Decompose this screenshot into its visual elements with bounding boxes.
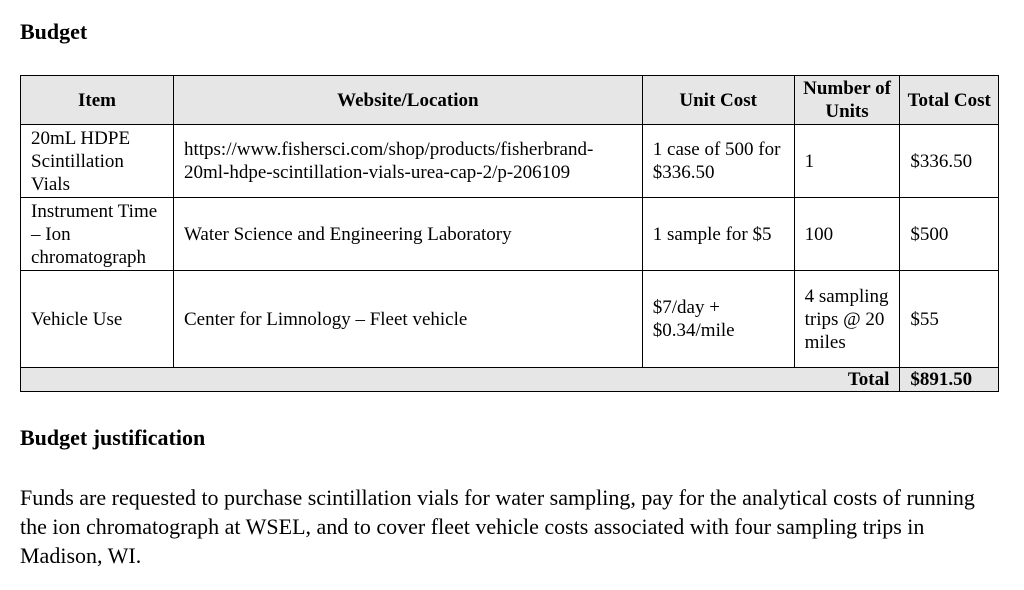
cell-item: 20mL HDPE Scintillation Vials [21, 125, 174, 198]
table-row [21, 271, 999, 368]
cell-unit-cost: 1 case of 500 for $336.50 [642, 125, 794, 198]
cell-number-of-units: 100 [794, 198, 900, 271]
cell-item: Instrument Time – Ion chromatograph [21, 198, 174, 271]
cell-total-cost: $55 [900, 271, 999, 368]
total-label: Total [21, 368, 900, 392]
table-row [21, 198, 999, 271]
cell-total-cost: $336.50 [900, 125, 999, 198]
header-number-of-units: Number of Units [794, 76, 900, 125]
cell-website: https://www.fishersci.com/shop/products/fisherbrand-20ml-hdpe-scintillation-vials-urea-cap-2/p-206109 [173, 125, 642, 198]
budget-heading: Budget [20, 19, 88, 44]
cell-number-of-units: 4 sampling trips @ 20 miles [794, 271, 900, 368]
cell-number-of-units: 1 [794, 125, 900, 198]
justification-paragraph: Funds are requested to purchase scintillation vials for water sampling, pay for the analytical costs of running the ion chromatograph at WSEL, and to cover fleet vehicle costs associated with four sampling trips in Madison, WI. [20, 485, 975, 568]
cell-total-cost: $500 [900, 198, 999, 271]
header-total-cost: Total Cost [900, 76, 999, 125]
total-value: $891.50 [900, 368, 999, 392]
cell-website: Center for Limnology – Fleet vehicle [173, 271, 642, 368]
header-website-location: Website/Location [173, 76, 642, 125]
budget-table [20, 75, 999, 392]
cell-unit-cost: 1 sample for $5 [642, 198, 794, 271]
table-row [21, 125, 999, 198]
header-item: Item [21, 76, 174, 125]
cell-website: Water Science and Engineering Laboratory [173, 198, 642, 271]
justification-heading: Budget justification [20, 425, 206, 450]
cell-unit-cost: $7/day + $0.34/mile [642, 271, 794, 368]
table-total-row [21, 368, 999, 392]
cell-item: Vehicle Use [21, 271, 174, 368]
header-unit-cost: Unit Cost [642, 76, 794, 125]
table-header-row [21, 76, 999, 125]
